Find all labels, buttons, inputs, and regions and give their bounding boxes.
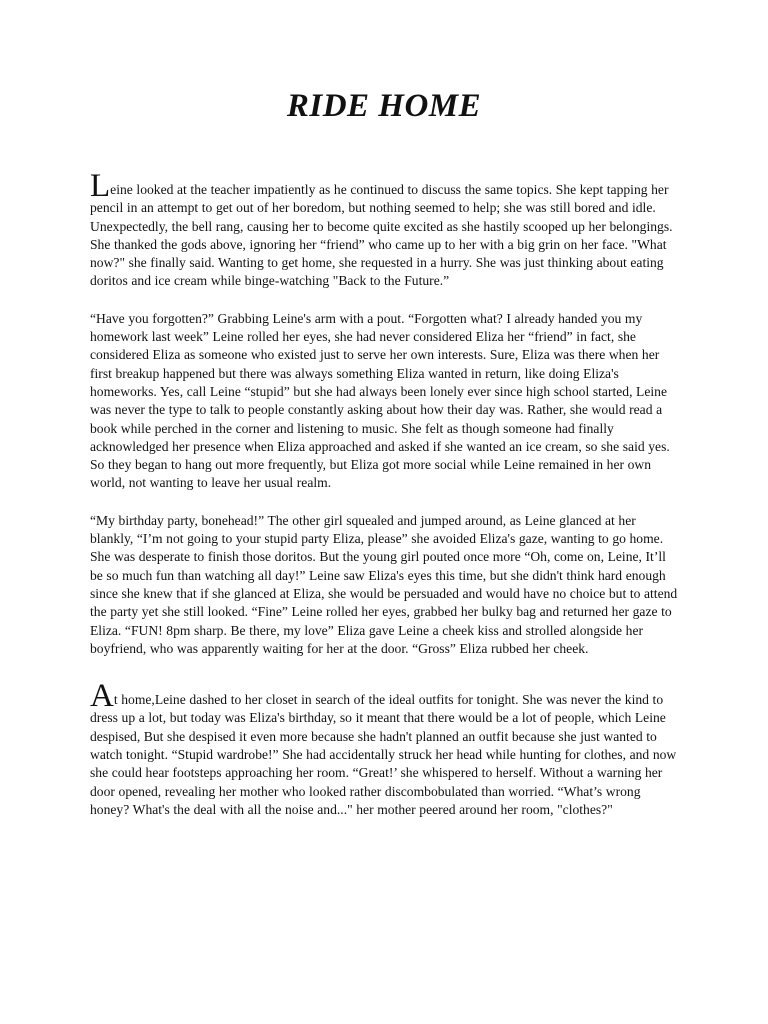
paragraph-text: eine looked at the teacher impatiently as he continued to discuss the same topics. She kept tapping her pencil in an attempt to get out of her boredom, but nothing seemed to help; she was still bored and idle. Unexpectedly, the bell rang, causing her to become quite excited as she hastily scooped up her belongings. She thanked the gods above, ignoring her “friend” who came up to her with a big grin on her face. "What now?" she finally said. Wanting to get home, she requested in a hurry. She was just thinking about eating doritos and ice cream while binge-watching "Back to the Future.” bbox=[90, 182, 673, 289]
paragraph-text: t home,Leine dashed to her closet in search of the ideal outfits for tonight. She was never the kind to dress up a lot, but today was Eliza's birthday, so it meant that there would be a lot of people, which Leine despised, But she despised it even more because she hadn't planned an outfit because she just wanted to watch tonight. “Stupid wardrobe!” She had accidentally struck her head while hunting for clothes, and now she could hear footsteps approaching her room. “Great!’ she whispered to herself. Without a warning her door opened, revealing her mother who looked rather discombobulated than worried. “What’s wrong honey? What's the deal with all the noise and..." her mother peered around her room, "clothes?" bbox=[90, 692, 677, 817]
paragraph-3 bbox=[90, 512, 682, 658]
story-body bbox=[90, 168, 682, 838]
paragraph-text: “Have you forgotten?” Grabbing Leine's arm with a pout. “Forgotten what? I already handed you my homework last week” Leine rolled her eyes, she had never considered Eliza her “friend” in fact, she considered Eliza as someone who existed just to serve her own interests. Sure, Eliza was there when her first breakup happened but there was always something Eliza wanted in return, like doing Eliza's homeworks. Yes, call Leine “stupid” but she had always been lonely ever since high school started, Leine was never the type to talk to people constantly asking about how their day was. Rather, she would read a book while perched in the corner and listening to music. She felt as though someone had finally acknowledged her presence when Eliza approached and asked if she wanted an ice cream, so she said yes. So they began to hang out more frequently, but Eliza got more social while Leine remained in her own world, not wanting to leave her usual realm. bbox=[90, 310, 670, 491]
paragraph-4 bbox=[90, 678, 682, 819]
paragraph-text: “My birthday party, bonehead!” The other girl squealed and jumped around, as Leine glanced at her blankly, “I’m not going to your stupid party Eliza, please” she avoided Eliza's gaze, wanting to go home. She was desperate to finish those doritos. But the young girl pouted once more “Oh, come on, Leine, It’ll be so much fun than watching all day!” Leine saw Eliza's eyes this time, but she didn't think hard enough since she knew that if she glanced at Eliza, she would be persuaded and would have no choice but to attend the party yet she still looked. “Fine” Leine rolled her eyes, grabbed her bulky bag and returned her gaze to Eliza. “FUN! 8pm sharp. Be there, my love” Eliza gave Leine a cheek kiss and strolled alongside her boyfriend, who was apparently waiting for her at the door. “Gross” Eliza rubbed her cheek. bbox=[90, 512, 678, 656]
drop-cap: A bbox=[90, 678, 114, 715]
drop-cap: L bbox=[90, 168, 111, 204]
paragraph-2 bbox=[90, 310, 682, 493]
paragraph-1 bbox=[90, 168, 682, 291]
page-title: RIDE HOME bbox=[286, 88, 482, 124]
